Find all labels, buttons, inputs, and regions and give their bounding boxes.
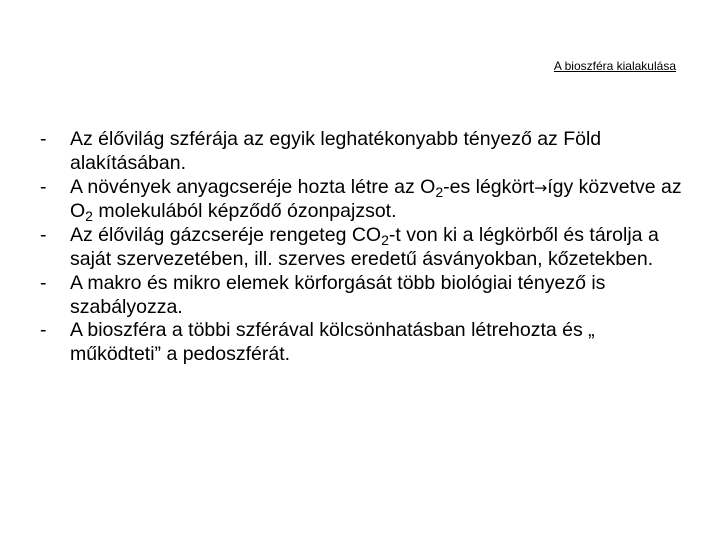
bullet-item xyxy=(40,272,690,320)
slide-header-link[interactable]: A bioszféra kialakulása xyxy=(553,59,676,73)
bullet-text: A makro és mikro elemek körforgását több biológiai tényező is szabályozza. xyxy=(70,271,606,318)
subscript: 2 xyxy=(381,232,389,249)
bullet-text: így közvetve az O xyxy=(70,175,682,223)
bullet-text: -t von ki a légkörből és tárolja a saját szervezetében, ill. szerves eredetű ásványokban, kőzetekben. xyxy=(70,224,659,270)
bullet-item xyxy=(40,128,690,176)
bullet-item xyxy=(40,176,690,225)
bullet-item xyxy=(40,319,690,367)
bullet-text: -es légkört xyxy=(443,175,535,198)
bullet-text: A növények anyagcseréje hozta létre az O xyxy=(70,175,436,198)
bullet-text: molekulából képződő ózonpajzsot. xyxy=(92,200,397,223)
bullet-dash: - xyxy=(40,128,47,150)
bullet-text: Az élővilág szférája az egyik leghatékonyabb tényező az Föld alakításában. xyxy=(70,128,602,174)
bullet-dash: - xyxy=(40,224,47,247)
subscript: 2 xyxy=(435,183,444,200)
right-arrow-icon: → xyxy=(534,178,548,197)
bullet-dash: - xyxy=(40,175,47,198)
bullet-text: Az élővilág gázcseréje rengeteg CO xyxy=(70,224,382,247)
bullet-text: A bioszféra a többi szférával kölcsönhatásban létrehozta és „ működteti” a pedoszférát. xyxy=(70,319,595,366)
bullet-list xyxy=(40,128,690,367)
subscript: 2 xyxy=(85,208,93,225)
bullet-dash: - xyxy=(40,319,47,342)
bullet-dash: - xyxy=(40,271,47,294)
bullet-item xyxy=(40,224,690,272)
